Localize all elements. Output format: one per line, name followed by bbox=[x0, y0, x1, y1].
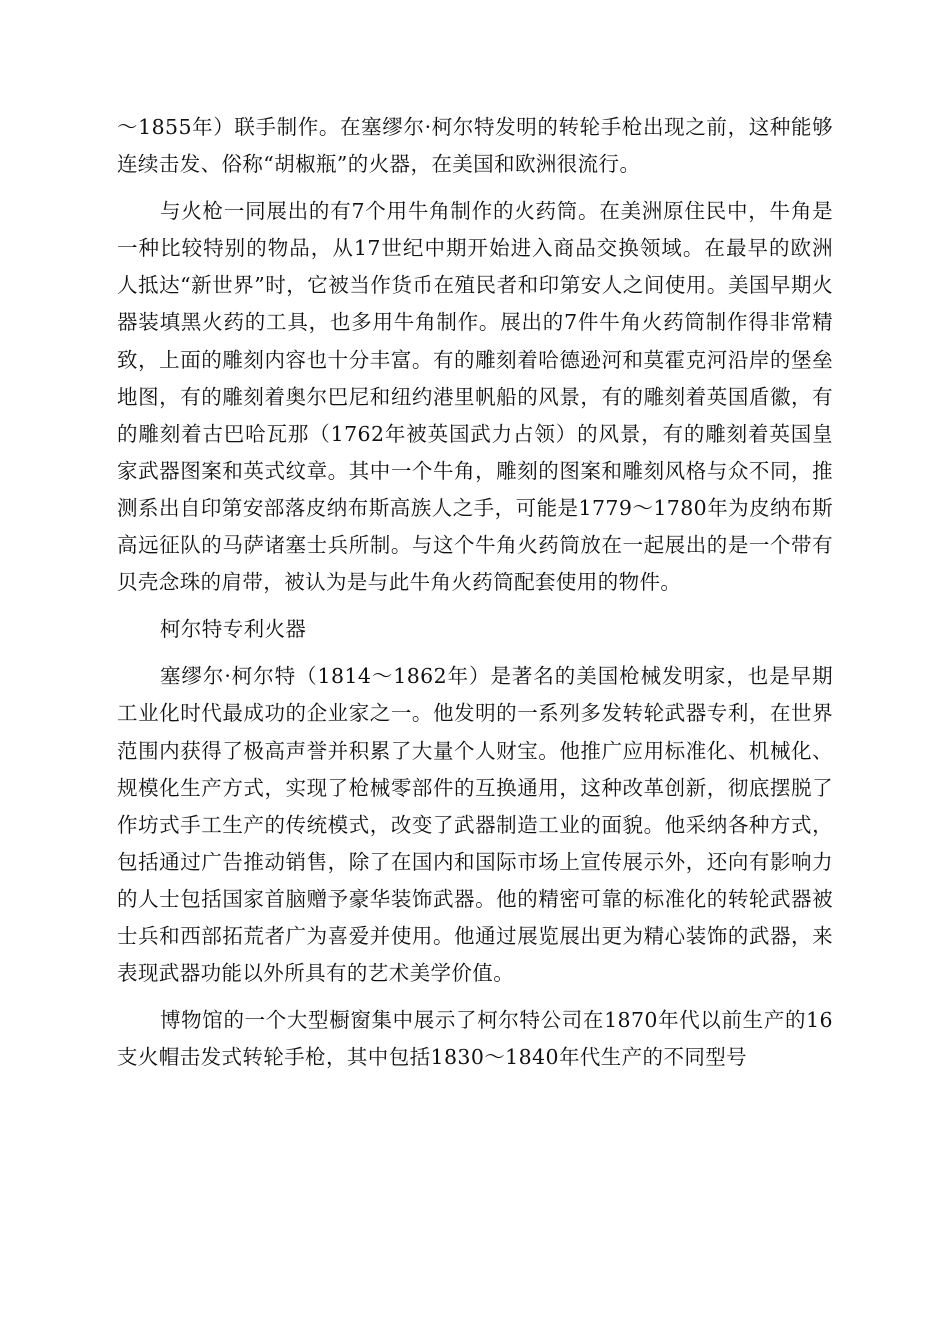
paragraph-museum-display: 博物馆的一个大型橱窗集中展示了柯尔特公司在1870年代以前生产的16支火帽击发式转轮手枪，其中包括1830～1840年代生产的不同型号 bbox=[117, 1008, 833, 1070]
document-body bbox=[117, 109, 833, 1086]
paragraph-continued: ～1855年）联手制作。在塞缪尔·柯尔特发明的转轮手枪出现之前，这种能够连续击发、俗称“胡椒瓶”的火器，在美国和欧洲很流行。 bbox=[117, 115, 833, 177]
paragraph-samuel-colt: 塞缪尔·柯尔特（1814～1862年）是著名的美国枪械发明家，也是早期工业化时代最成功的企业家之一。他发明的一系列多发转轮武器专利，在世界范围内获得了极高声誉并积累了大量个人财宝。他推广应用标准化、机械化、规模化生产方式，实现了枪械零部件的互换通用，这种改革创新，彻底摆脱了作坊式手工生产的传统模式，改变了武器制造工业的面貌。他采纳各种方式，包括通过广告推动销售，除了在国内和国际市场上宣传展示外，还向有影响力的人士包括国家首脑赠予豪华装饰武器。他的精密可靠的标准化的转轮武器被士兵和西部拓荒者广为喜爱并使用。他通过展览展出更为精心装饰的武器，来表现武器功能以外所具有的艺术美学价值。 bbox=[117, 664, 833, 986]
paragraph-powder-horns: 与火枪一同展出的有7个用牛角制作的火药筒。在美洲原住民中，牛角是一种比较特别的物品，从17世纪中期开始进入商品交换领域。在最早的欧洲人抵达“新世界”时，它被当作货币在殖民者和印第安人之间使用。美国早期火器装填黑火药的工具，也多用牛角制作。展出的7件牛角火药筒制作得非常精致，上面的雕刻内容也十分丰富。有的雕刻着哈德逊河和莫霍克河沿岸的堡垒地图，有的雕刻着奥尔巴尼和纽约港里帆船的风景，有的雕刻着英国盾徽，有的雕刻着古巴哈瓦那（1762年被英国武力占领）的风景，有的雕刻着英国皇家武器图案和英式纹章。其中一个牛角，雕刻的图案和雕刻风格与众不同，推测系出自印第安部落皮纳布斯高族人之手，可能是1779～1780年为皮纳布斯高远征队的马萨诸塞士兵所制。与这个牛角火药筒放在一起展出的是一个带有贝壳念珠的肩带，被认为是与此牛角火药筒配套使用的物件。 bbox=[117, 199, 833, 595]
section-heading: 柯尔特专利火器 bbox=[160, 617, 307, 642]
